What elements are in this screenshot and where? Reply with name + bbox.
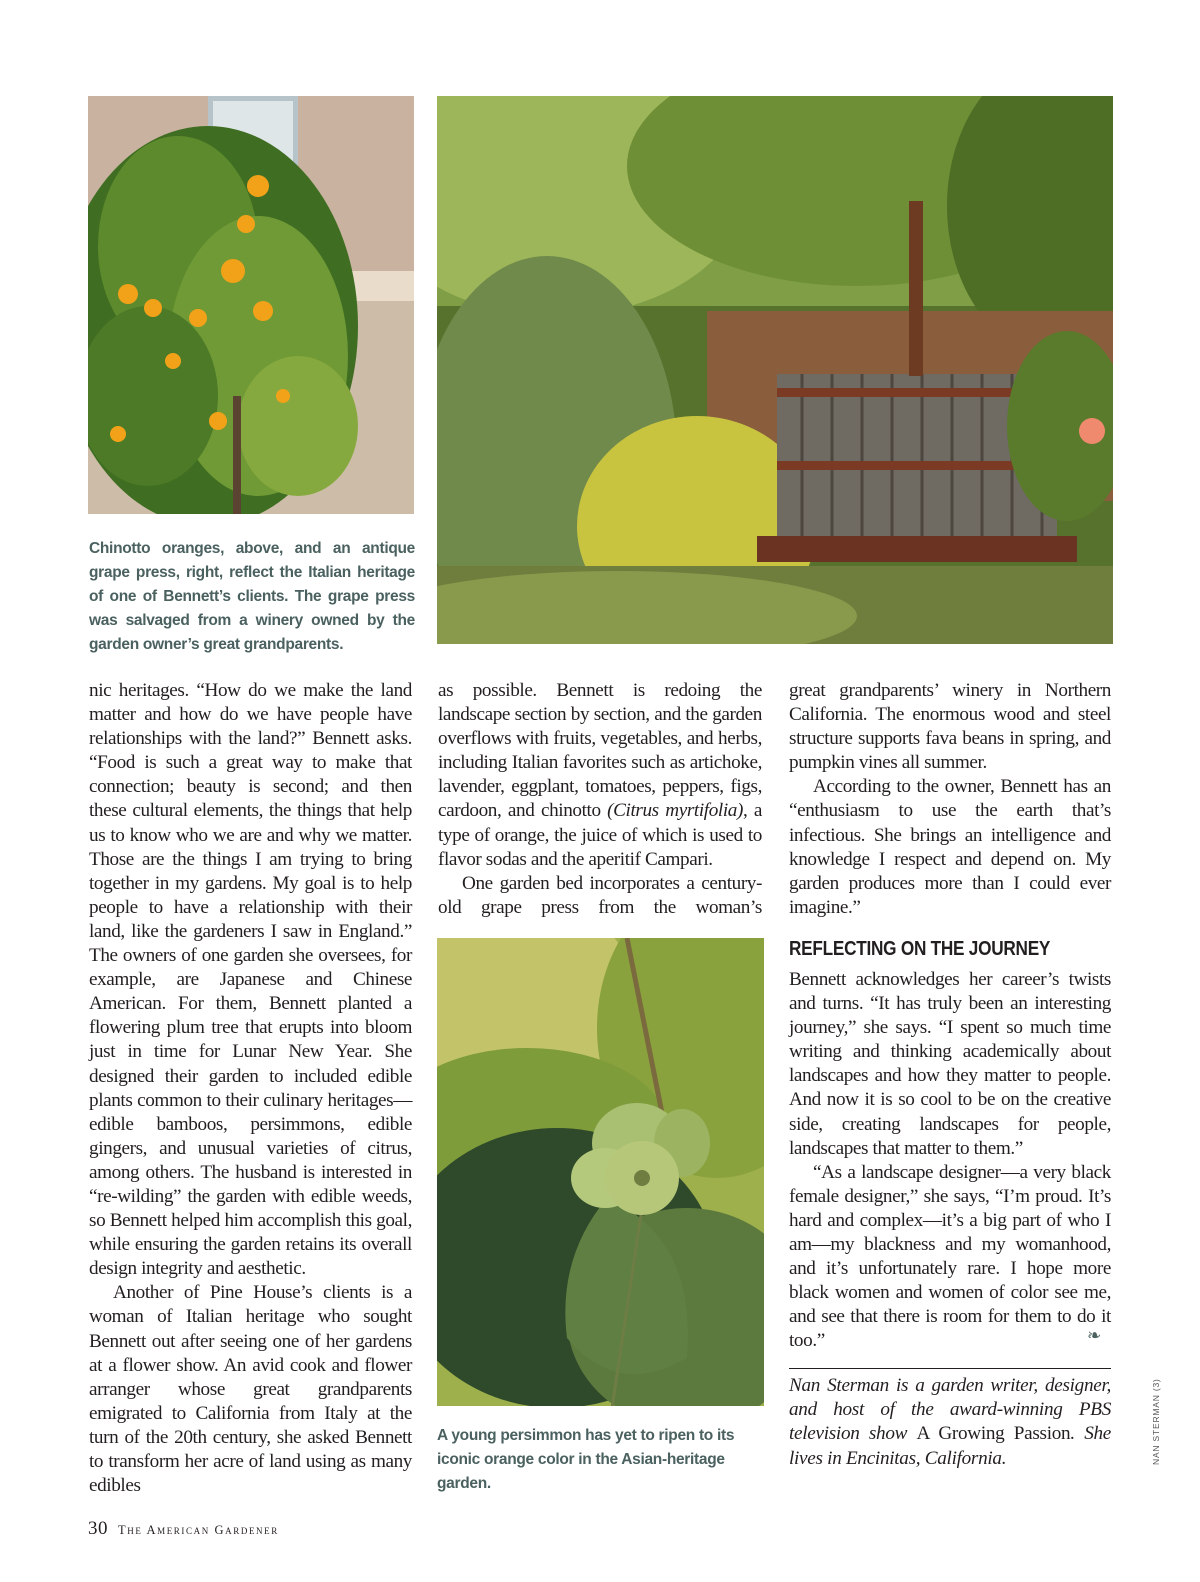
article-column-3 — [789, 679, 1111, 920]
grape-press-photo — [437, 96, 1113, 644]
persimmon-photo — [437, 938, 764, 1406]
oranges-photo-caption: Chinotto oranges, above, and an antique grape press, right, reflect the Italian heritage of one of Bennett’s clients. The grape press was salvaged from a winery owned by the garden owner’s great grandparents. — [89, 540, 415, 653]
article-paragraph: great grandparents’ winery in Northern California. The enormous wood and steel structure supports fava beans in spring, and pumpkin vines all summer. — [789, 680, 1111, 774]
article-paragraph: Bennett acknowledges her career’s twists and turns. “It has truly been an interesting journey,” she says. “I spent so much time writing and thinking academically about landscapes and how they matter to people. And now it is so cool to be on the creative side, creating landscapes for people, landscapes that matter to them.” — [789, 969, 1111, 1159]
paragraph-text: as possible. Bennett is redoing the landscape section by section, and the garden overflows with fruits, vegetables, and herbs, including Italian favorites such as artichoke, lavender, eggplant, tomatoes, peppers, figs, cardoon, and chinotto — [438, 680, 762, 822]
page-number: 30 — [88, 1518, 108, 1539]
article-paragraph: “As a landscape designer—a very black female designer,” she says, “I’m proud. It’s hard and complex—it’s a big part of who I am—my blackness and my womanhood, and it’s unfortunately rare. I hope more black women and women of color see me, and see that there is room for them to do it too.” — [789, 1161, 1111, 1352]
bio-text: . She lives in Encinitas, California. — [789, 1423, 1111, 1469]
article-column-3-continued — [789, 968, 1111, 1354]
author-bio — [789, 1374, 1111, 1471]
article-paragraph: Another of Pine House’s clients is a woman of Italian heritage who sought Bennett out after seeing one of her gardens at a flower show. An avid cook and flower arranger whose great grandparents emigrated to California from Italy at the turn of the 20th century, she asked Bennett to transform her acre of land using as many edibles — [89, 1282, 412, 1497]
paragraph-text: , a type of orange, the juice of which is used to flavor sodas and the aperitif Campari. — [438, 800, 762, 870]
bio-divider — [789, 1368, 1111, 1369]
magazine-title: The American Gardener — [118, 1523, 279, 1537]
article-column-1 — [89, 679, 412, 1498]
page-footer — [88, 1518, 279, 1540]
photo-credit: NAN STERMAN (3) — [1151, 1378, 1161, 1465]
chinotto-oranges-photo — [88, 96, 414, 514]
article-column-2 — [438, 679, 762, 920]
show-title: A Growing Passion — [916, 1423, 1071, 1445]
article-paragraph: nic heritages. “How do we make the land matter and how do we have people have relationships with the land?” Bennett asks. “Food is such a great way to make that connection; beauty is second; and then these cultural elements, the things that help us to know who we are and why we matter. Those are the things I am trying to bring together in my gardens. My goal is to help people to have a relationship with their land, like the gardeners I saw in England.” The owners of one garden she oversees, for example, are Japanese and Chinese American. For them, Bennett planted a flowering plum tree that erupts into bloom just in time for Lunar New Year. She designed their garden to included edible plants common to their culinary heritages—edible bamboos, persimmons, edible gingers, and unusual varieties of citrus, among others. The husband is interested in “re-wilding” the garden with edible weeds, so Bennett helped him accomplish this goal, while ensuring the garden retains its overall design integrity and aesthetic. — [89, 680, 412, 1280]
article-paragraph: According to the owner, Bennett has an “enthusiasm to use the earth that’s infectious. She brings an intelligence and knowledge I respect and depend on. My garden produces more than I could ever imagine.” — [789, 776, 1111, 918]
article-paragraph — [438, 679, 762, 872]
bio-text: Nan Sterman is a garden writer, designer, and host of the award-winning PBS television show — [789, 1375, 1111, 1445]
persimmon-photo-caption: A young persimmon has yet to ripen to its iconic orange color in the Asian-heritage garden. — [437, 1427, 735, 1492]
end-of-article-ornament: ❧ — [1087, 1326, 1102, 1345]
botanical-name: (Citrus myrtifolia) — [607, 800, 743, 822]
article-paragraph: One garden bed incorporates a century-old grape press from the woman’s — [438, 872, 762, 918]
section-heading: REFLECTING ON THE JOURNEY — [789, 938, 1051, 960]
